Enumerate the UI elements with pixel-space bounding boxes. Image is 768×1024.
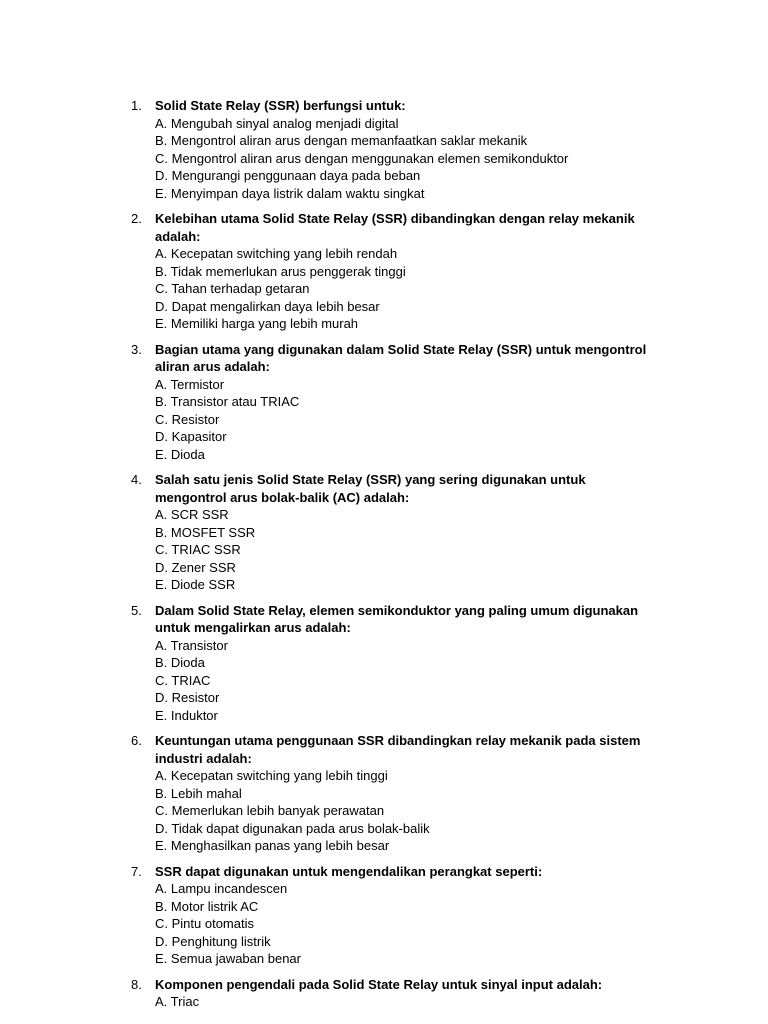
answer-option: A. Triac: [155, 994, 200, 1009]
question-number: 6.: [131, 733, 142, 748]
answer-option: C. Pintu otomatis: [155, 916, 254, 931]
question-number: 3.: [131, 341, 142, 357]
question-number: 8.: [131, 976, 142, 992]
question-text: Kelebihan utama Solid State Relay (SSR) dibandingkan dengan relay mekanik adalah:: [155, 211, 635, 244]
answer-option: B. Mengontrol aliran arus dengan memanfaatkan saklar mekanik: [155, 133, 528, 148]
answer-option: A. Lampu incandescen: [155, 881, 288, 896]
answer-option: E. Dioda: [155, 446, 205, 462]
answer-option: E. Memiliki harga yang lebih murah: [155, 316, 359, 331]
answer-option: A. Mengubah sinyal analog menjadi digital: [155, 115, 399, 131]
answer-option: A. Kecepatan switching yang lebih tinggi: [155, 768, 388, 783]
answer-option: E. Semua jawaban benar: [155, 951, 301, 966]
answer-option: A. Termistor: [155, 376, 225, 392]
answer-option: B. Lebih mahal: [155, 785, 242, 801]
answer-option: C. TRIAC SSR: [155, 542, 241, 557]
question-number: 2.: [131, 211, 142, 226]
answer-option: C. Memerlukan lebih banyak perawatan: [155, 803, 385, 818]
question-text: SSR dapat digunakan untuk mengendalikan perangkat seperti:: [155, 863, 543, 879]
answer-option: A. SCR SSR: [155, 507, 229, 522]
answer-option: D. Penghitung listrik: [155, 933, 271, 949]
answer-option: B. Motor listrik AC: [155, 898, 259, 914]
answer-option: A. Kecepatan switching yang lebih rendah: [155, 246, 398, 261]
answer-option: E. Menghasilkan panas yang lebih besar: [155, 838, 390, 853]
question-number: 1.: [131, 98, 142, 113]
answer-option: D. Resistor: [155, 690, 220, 705]
question-number: 7.: [131, 863, 142, 879]
question-number: 5.: [131, 602, 142, 618]
question-text: Dalam Solid State Relay, elemen semikonduktor yang paling umum digunakan untuk mengalirkan arus adalah:: [155, 602, 639, 635]
answer-option: B. Dioda: [155, 655, 205, 670]
answer-option: B. MOSFET SSR: [155, 524, 256, 540]
question-item: [0, 732, 768, 855]
question-text: Keuntungan utama penggunaan SSR dibandingkan relay mekanik pada sistem industri adalah:: [155, 733, 641, 766]
question-text: Solid State Relay (SSR) berfungsi untuk:: [155, 98, 406, 113]
answer-option: B. Tidak memerlukan arus penggerak tinggi: [155, 263, 406, 279]
question-item: [0, 863, 768, 968]
answer-option: D. Mengurangi penggunaan daya pada beban: [155, 168, 421, 183]
question-number: 4.: [131, 472, 142, 487]
question-list: [0, 97, 768, 1019]
question-text: Salah satu jenis Solid State Relay (SSR) yang sering digunakan untuk mengontrol arus bolak-balik (AC) adalah:: [155, 472, 586, 505]
question-text: Komponen pengendali pada Solid State Relay untuk sinyal input adalah:: [155, 976, 603, 992]
question-item: [0, 976, 768, 1011]
answer-option: E. Diode SSR: [155, 577, 236, 592]
answer-option: D. Kapasitor: [155, 429, 227, 444]
question-item: [0, 210, 768, 333]
answer-option: E. Induktor: [155, 707, 218, 723]
question-item: [0, 602, 768, 725]
question-item: [0, 471, 768, 594]
answer-option: E. Menyimpan daya listrik dalam waktu singkat: [155, 185, 425, 201]
answer-option: D. Zener SSR: [155, 559, 236, 575]
answer-option: C. Mengontrol aliran arus dengan menggunakan elemen semikonduktor: [155, 150, 569, 166]
answer-option: D. Tidak dapat digunakan pada arus bolak-balik: [155, 820, 430, 836]
question-text: Bagian utama yang digunakan dalam Solid State Relay (SSR) untuk mengontrol aliran arus adalah:: [155, 341, 647, 374]
answer-option: C. Resistor: [155, 411, 220, 427]
question-item: [0, 97, 768, 202]
answer-option: D. Dapat mengalirkan daya lebih besar: [155, 298, 380, 314]
answer-option: C. TRIAC: [155, 672, 211, 688]
answer-option: C. Tahan terhadap getaran: [155, 281, 310, 296]
answer-option: B. Transistor atau TRIAC: [155, 394, 300, 409]
question-item: [0, 341, 768, 464]
answer-option: A. Transistor: [155, 637, 228, 653]
